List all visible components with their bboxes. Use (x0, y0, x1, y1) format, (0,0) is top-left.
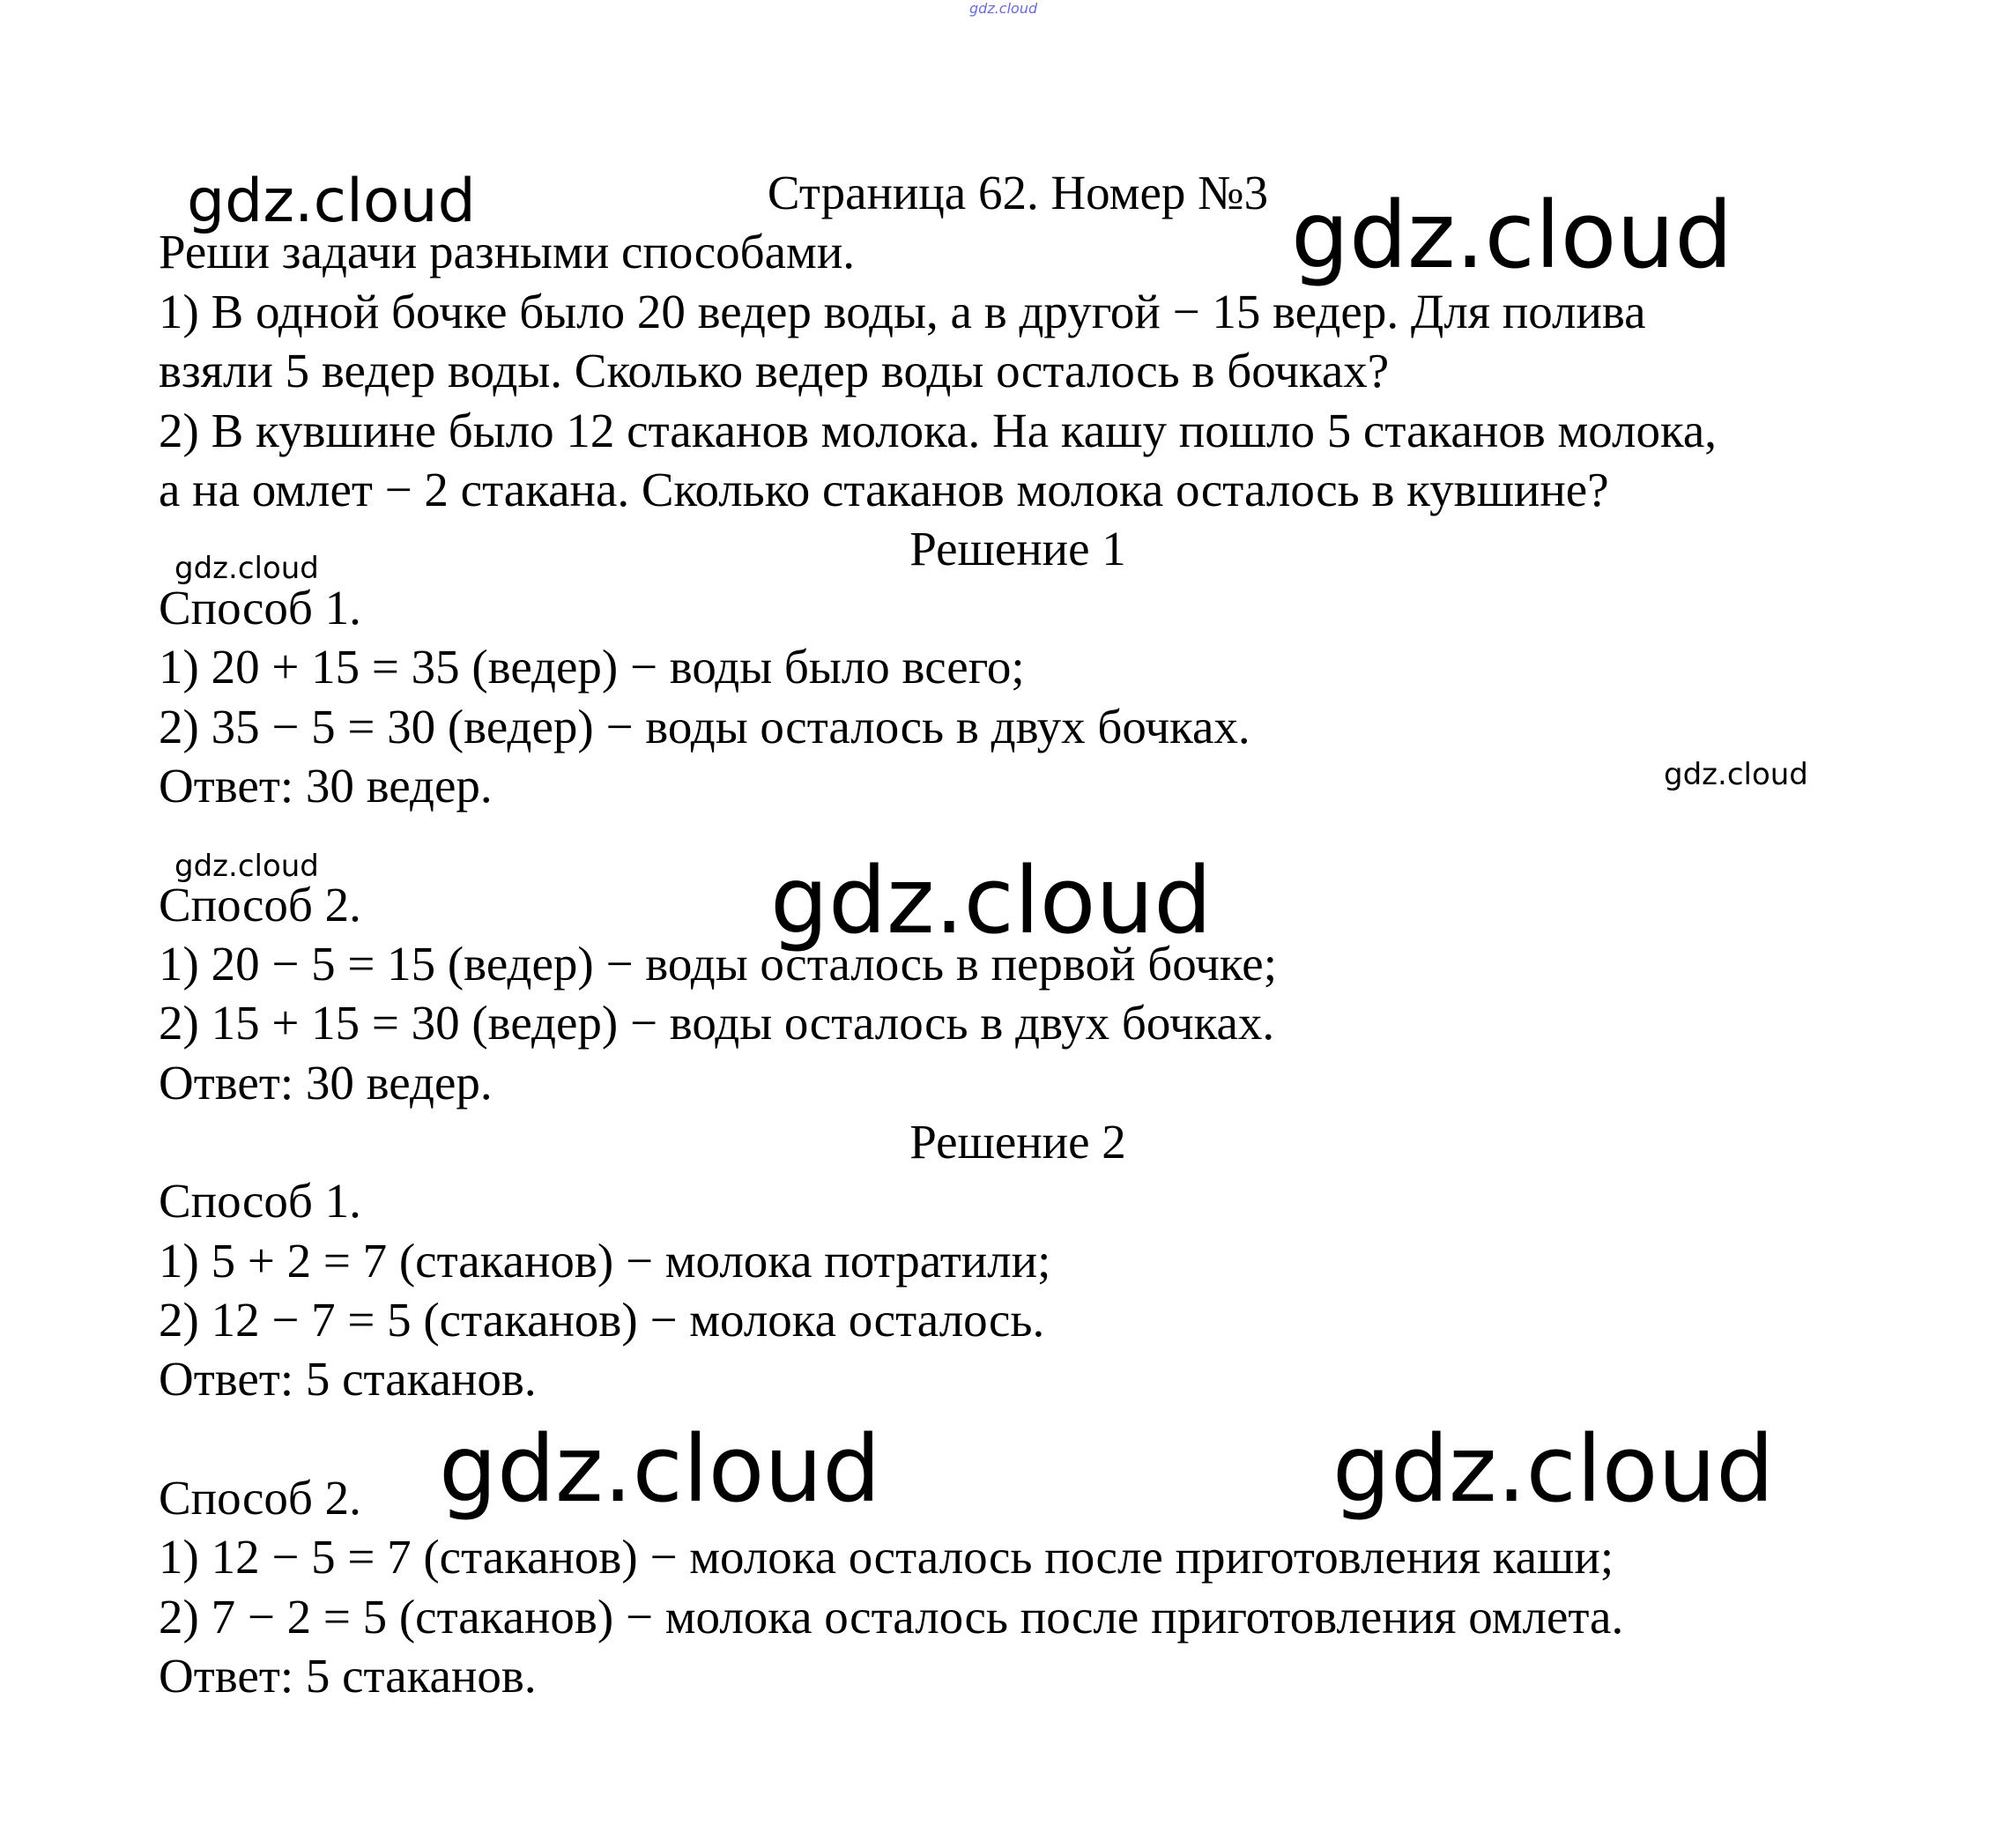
watermark: gdz.cloud (1291, 182, 1733, 289)
solution1-method1-answer: Ответ: 30 ведер. (159, 759, 493, 813)
task-prompt: Реши задачи разными способами. (159, 225, 856, 278)
solution1-method1-step1: 1) 20 + 15 = 35 (ведер) − воды было всего; (159, 640, 1025, 694)
solution2-method2-title: Способ 2. (159, 1471, 361, 1525)
solution2-method1-answer: Ответ: 5 стаканов. (159, 1352, 537, 1406)
solution2-method2-step1: 1) 12 − 5 = 7 (стаканов) − молока осталось после приготовления каши; (159, 1530, 1614, 1584)
solution1-method2-title: Способ 2. (159, 878, 361, 931)
watermark: gdz.cloud (187, 167, 476, 236)
solution1-heading: Решение 1 (909, 522, 1126, 575)
problem1-line2: взяли 5 ведер воды. Сколько ведер воды осталось в бочках? (159, 344, 1390, 397)
solution2-method2-answer: Ответ: 5 стаканов. (159, 1649, 537, 1703)
problem1-line1: 1) В одной бочке было 20 ведер воды, а в другой − 15 ведер. Для полива (159, 285, 1646, 338)
solution1-method2-step2: 2) 15 + 15 = 30 (ведер) − воды осталось в двух бочках. (159, 996, 1275, 1050)
solution2-method2-step2: 2) 7 − 2 = 5 (стаканов) − молока осталось после приготовления омлета. (159, 1590, 1624, 1644)
problem2-line2: а на омлет − 2 стакана. Сколько стаканов молока осталось в кувшине? (159, 463, 1609, 516)
solution2-heading: Решение 2 (909, 1115, 1126, 1169)
solution1-method1-title: Способ 1. (159, 581, 361, 635)
watermark-top: gdz.cloud (969, 0, 1038, 17)
watermark: gdz.cloud (174, 551, 319, 586)
solution2-method1-step2: 2) 12 − 7 = 5 (стаканов) − молока осталось. (159, 1293, 1045, 1347)
solution1-method2-answer: Ответ: 30 ведер. (159, 1056, 493, 1110)
solution2-method1-step1: 1) 5 + 2 = 7 (стаканов) − молока потратили; (159, 1234, 1051, 1288)
watermark: gdz.cloud (1664, 757, 1808, 792)
watermark: gdz.cloud (1332, 1415, 1775, 1523)
watermark: gdz.cloud (174, 849, 319, 884)
watermark: gdz.cloud (770, 847, 1213, 954)
solution1-method2-step1: 1) 20 − 5 = 15 (ведер) − воды осталось в первой бочке; (159, 937, 1277, 991)
problem2-line1: 2) В кувшине было 12 стаканов молока. На кашу пошло 5 стаканов молока, (159, 404, 1718, 457)
page-title: Страница 62. Номер №3 (767, 166, 1269, 219)
solution1-method1-step2: 2) 35 − 5 = 30 (ведер) − воды осталось в двух бочках. (159, 700, 1250, 753)
watermark: gdz.cloud (439, 1415, 881, 1523)
solution2-method1-title: Способ 1. (159, 1174, 361, 1228)
